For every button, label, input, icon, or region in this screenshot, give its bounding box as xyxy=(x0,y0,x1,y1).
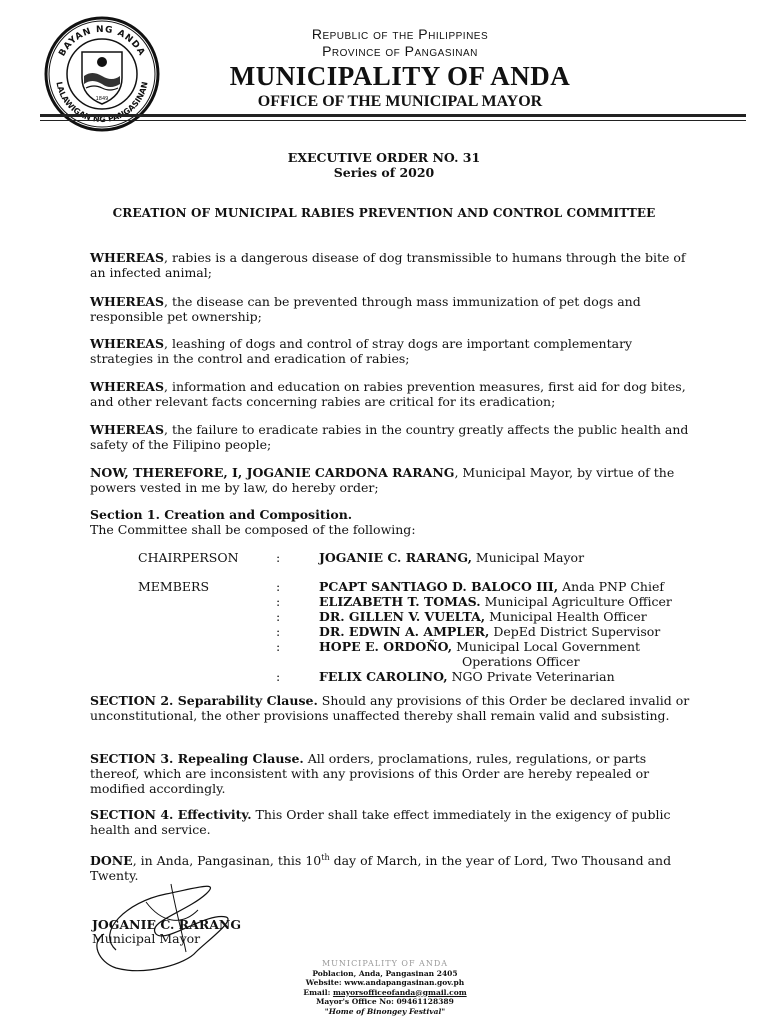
whereas-paragraph xyxy=(90,294,690,324)
member-colon: : xyxy=(276,594,281,609)
whereas-text: , the disease can be prevented through mass immunization of pet dogs and responsible pet ownership; xyxy=(90,294,641,324)
whereas-lead: WHEREAS xyxy=(90,250,165,265)
member-row xyxy=(138,624,698,639)
section-lead: SECTION 3. Repealing Clause. xyxy=(90,751,304,766)
committee-list xyxy=(138,550,698,565)
member-colon: : xyxy=(276,669,281,684)
section-text: All orders, proclamations, rules, regulations, or parts thereof, which are inconsistent with any provisions of this Order are hereby repealed or modified accordingly. xyxy=(90,751,650,796)
seal-ring-top: BAYAN NG ANDA xyxy=(57,24,147,59)
order-series: Series of 2020 xyxy=(333,165,435,180)
member-title: Municipal Agriculture Officer xyxy=(480,594,672,609)
whereas-paragraph xyxy=(90,336,690,366)
municipality-title: MUNICIPALITY OF ANDA xyxy=(229,61,571,91)
member-row xyxy=(138,579,698,594)
member-row xyxy=(138,639,698,654)
header-rule-thick xyxy=(40,114,746,117)
member-name: PCAPT SANTIAGO D. BALOCO III, xyxy=(319,579,559,594)
whereas-lead: WHEREAS xyxy=(90,294,165,309)
whereas-text: , rabies is a dangerous disease of dog transmissible to humans through the bite of an infected animal; xyxy=(90,250,686,280)
order-title-block xyxy=(0,150,768,180)
done-text: , in Anda, Pangasinan, this 10 xyxy=(132,853,322,869)
chair-name: JOGANIE C. RARANG, xyxy=(319,550,472,565)
member-row xyxy=(138,594,698,609)
section-paragraph xyxy=(90,693,690,723)
member-name: DR. EDWIN A. AMPLER, xyxy=(319,624,490,639)
footer-email-label: Email: xyxy=(303,987,333,997)
done-text-end: day of March, in the year of Lord, Two Thousand and Twenty. xyxy=(90,853,672,884)
footer-website: Website: www.andapangasinan.gov.ph xyxy=(305,978,465,987)
whereas-paragraph xyxy=(90,422,690,452)
member-name: ELIZABETH T. TOMAS. xyxy=(319,594,481,609)
office-line: OFFICE OF THE MUNICIPAL MAYOR xyxy=(257,93,543,110)
whereas-lead: WHEREAS xyxy=(90,336,165,351)
whereas-lead: WHEREAS xyxy=(90,422,165,437)
member-title: Municipal Local Government xyxy=(452,639,641,654)
now-therefore-lead: NOW, THEREFORE, I, JOGANIE CARDONA RARANG xyxy=(90,465,455,480)
member-name: FELIX CAROLINO, xyxy=(319,669,448,684)
members-role: MEMBERS xyxy=(138,579,210,594)
member-row-continued xyxy=(138,654,698,669)
member-name: DR. GILLEN V. VUELTA, xyxy=(319,609,486,624)
signatory-name: JOGANIE C. RARANG xyxy=(92,917,242,932)
chair-row xyxy=(138,550,698,565)
section-paragraph xyxy=(90,807,690,837)
order-subject: CREATION OF MUNICIPAL RABIES PREVENTION AND CONTROL COMMITTEE xyxy=(112,206,656,220)
member-colon: : xyxy=(276,579,281,594)
seal-founded: 1849 xyxy=(95,96,109,102)
seal-ring-bottom: LALAWIGAN NG PANGASINAN xyxy=(54,80,150,125)
section-paragraph xyxy=(90,751,690,796)
chair-colon: : xyxy=(276,550,281,565)
done-lead: DONE xyxy=(90,853,133,869)
member-title: DepEd District Supervisor xyxy=(489,624,661,639)
footer-tagline: "Home of Binongey Festival" xyxy=(324,1006,446,1016)
whereas-lead: WHEREAS xyxy=(90,379,165,394)
now-therefore-text: , Municipal Mayor, by virtue of the powers vested in me by law, do hereby order; xyxy=(90,465,675,495)
now-therefore-paragraph xyxy=(90,465,690,495)
member-row xyxy=(138,609,698,624)
footer-phone: Mayor's Office No: 09461128389 xyxy=(316,997,454,1006)
member-title: NGO Private Veterinarian xyxy=(447,669,615,684)
province-line: Province of Pangasinan xyxy=(322,43,478,59)
footer-email-line xyxy=(240,988,530,998)
letterhead xyxy=(190,26,610,111)
section-lead: SECTION 2. Separability Clause. xyxy=(90,693,318,708)
member-title-continued: Operations Officer xyxy=(462,654,580,669)
section-text: Should any provisions of this Order be declared invalid or unconstitutional, the other provisions unaffected thereby shall remain valid and subsisting. xyxy=(90,693,690,723)
section-lead: SECTION 4. Effectivity. xyxy=(90,807,252,822)
footer-email-link[interactable]: mayorsofficeofanda@gmail.com xyxy=(332,987,467,997)
footer-address: Poblacion, Anda, Pangasinan 2405 xyxy=(312,968,458,978)
member-row xyxy=(138,669,698,684)
member-colon: : xyxy=(276,609,281,624)
section1-heading: Section 1. Creation and Composition. xyxy=(90,507,353,522)
footer-municipality: MUNICIPALITY OF ANDA xyxy=(321,959,449,968)
member-colon: : xyxy=(276,639,281,654)
members-list xyxy=(138,579,698,684)
signatory-block xyxy=(92,918,241,946)
whereas-text: , information and education on rabies prevention measures, first aid for dog bites, and other relevant facts concerning rabies are critical for its eradication; xyxy=(90,379,686,409)
member-title: Municipal Health Officer xyxy=(485,609,647,624)
chair-title: Municipal Mayor xyxy=(471,550,585,565)
whereas-text: , leashing of dogs and control of stray dogs are important complementary strategies in the control and eradication of rabies; xyxy=(90,336,633,366)
section1-block xyxy=(90,507,690,537)
member-title: Anda PNP Chief xyxy=(558,579,664,594)
chair-role: CHAIRPERSON xyxy=(138,550,239,565)
whereas-text: , the failure to eradicate rabies in the country greatly affects the public health and safety of the Filipino people; xyxy=(90,422,689,452)
done-sup: th xyxy=(321,853,330,862)
header-rule-thin xyxy=(40,120,746,121)
signatory-title: Municipal Mayor xyxy=(92,931,201,946)
order-title: EXECUTIVE ORDER NO. 31 xyxy=(287,150,481,165)
footer xyxy=(240,959,530,1016)
section-text: This Order shall take effect immediately in the exigency of public health and service. xyxy=(90,807,671,837)
section1-intro: The Committee shall be composed of the following: xyxy=(90,522,416,537)
republic-line: Republic of the Philippines xyxy=(311,26,489,42)
whereas-paragraph xyxy=(90,250,690,280)
member-name: HOPE E. ORDOÑO, xyxy=(319,639,453,654)
whereas-paragraph xyxy=(90,379,690,409)
member-colon: : xyxy=(276,624,281,639)
